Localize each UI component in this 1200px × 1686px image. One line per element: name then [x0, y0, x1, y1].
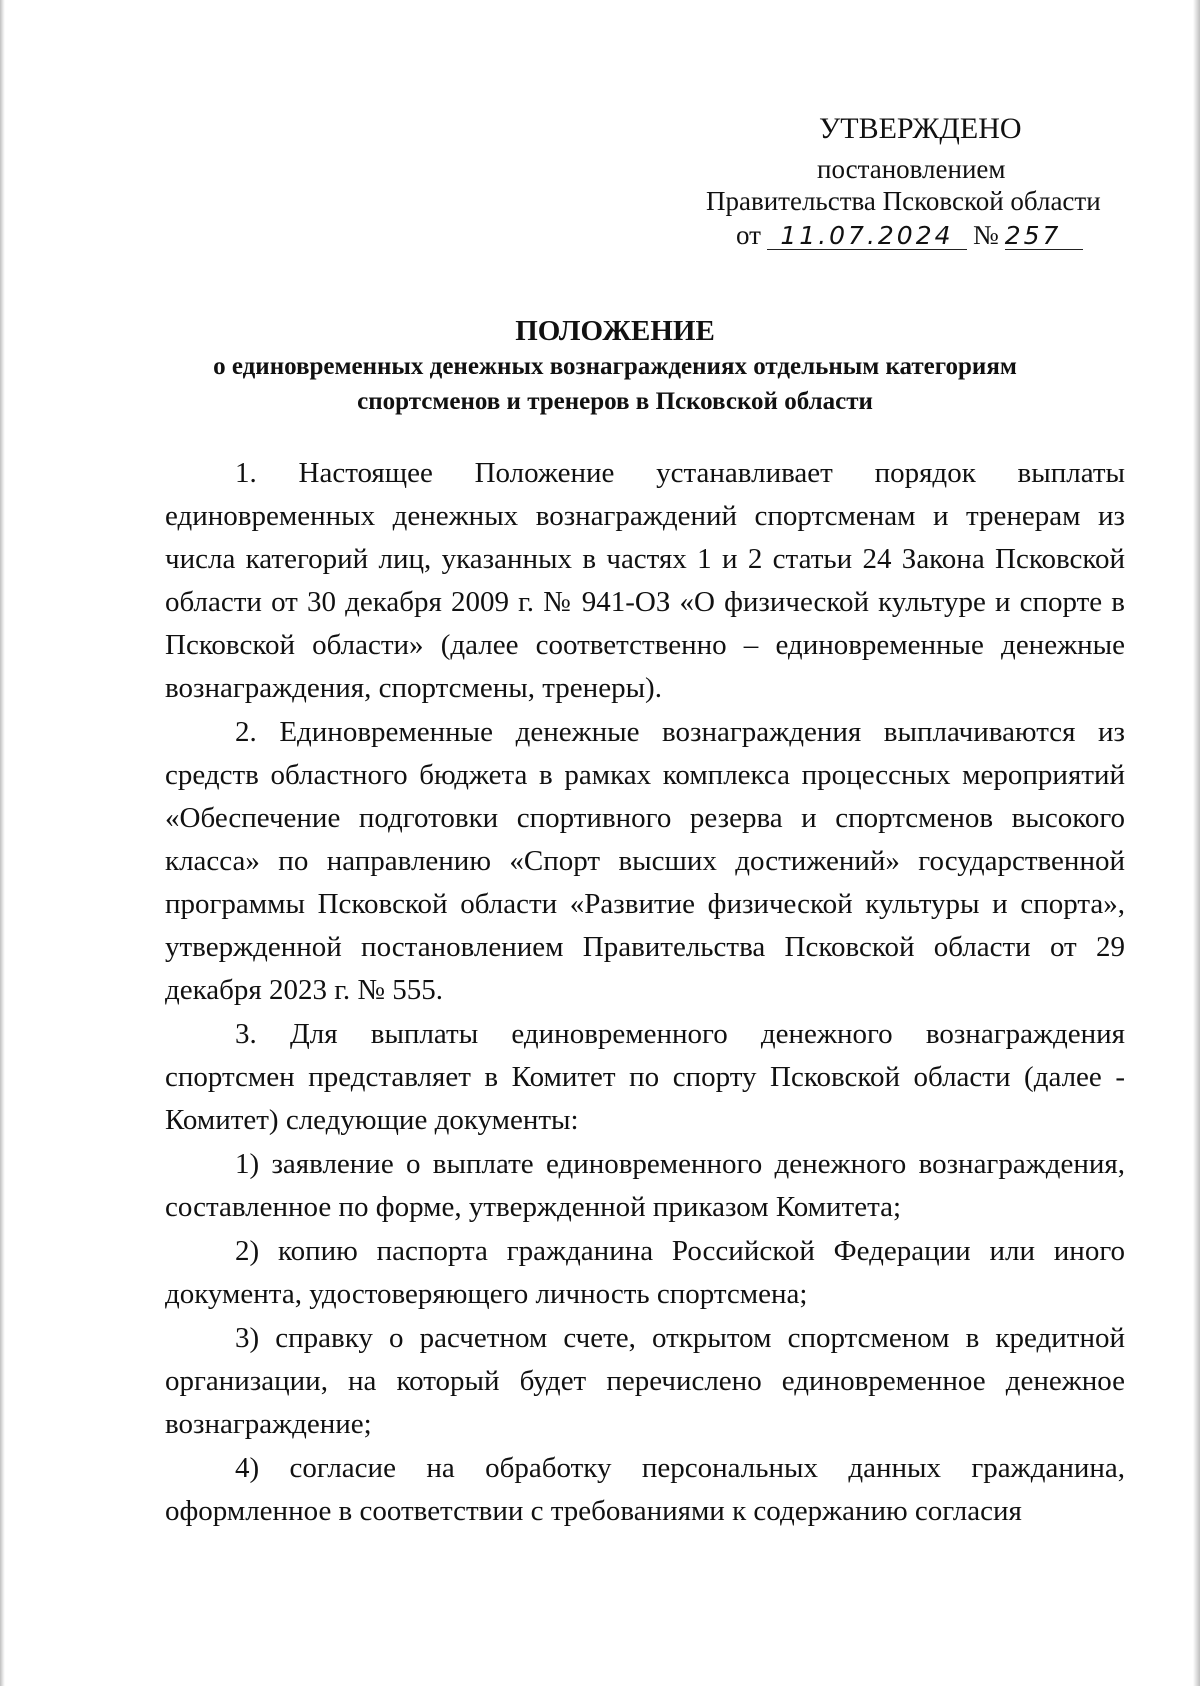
- number-prefix: №: [972, 220, 999, 250]
- document-body: [165, 452, 1125, 1534]
- approval-title: УТВЕРЖДЕНО: [819, 112, 1022, 145]
- date-prefix: от: [736, 220, 761, 250]
- list-item-1: 1) заявление о выплате единовременного денежного вознаграждения, составленное по форме, утвержденной приказом Комитета;: [165, 1148, 1125, 1223]
- scan-edge-right: [1193, 0, 1200, 1686]
- approval-line-resolution: постановлением: [817, 154, 1006, 184]
- paragraph-3: 3. Для выплаты единовременного денежного вознаграждения спортсмен представляет в Комитет по спорту Псковской области (далее - Комитет) следующие документы:: [165, 1018, 1125, 1136]
- list-item-2: 2) копию паспорта гражданина Российской Федерации или иного документа, удостоверяющего личность спортсмена;: [165, 1235, 1125, 1310]
- scan-edge-left: [0, 0, 5, 1686]
- list-item-3: 3) справку о расчетном счете, открытом спортсменом в кредитной организации, на который будет перечислено единовременное денежное вознаграждение;: [165, 1322, 1125, 1440]
- paragraph-1: 1. Настоящее Положение устанавливает порядок выплаты единовременных денежных вознаграждений спортсменам и тренерам из числа категорий лиц, указанных в частях 1 и 2 статьи 24 Закона Псковской области от 30 декабря 2009 г. № 941-ОЗ «О физической культуре и спорте в Псковской области» (далее соответственно – единовременные денежные вознаграждения, спортсмены, тренеры).: [165, 457, 1125, 704]
- document-title: ПОЛОЖЕНИЕ: [515, 315, 715, 347]
- approval-line-government: Правительства Псковской области: [706, 186, 1101, 216]
- paragraph-2: 2. Единовременные денежные вознаграждения выплачиваются из средств областного бюджета в рамках комплекса процессных мероприятий «Обеспечение подготовки спортивного резерва и спортсменов высокого класса» по направлению «Спорт высших достижений» государственной программы Псковской области «Развитие физической культуры и спорта», утвержденной постановлением Правительства Псковской области от 29 декабря 2023 г. № 555.: [165, 716, 1125, 1006]
- document-heading: [170, 313, 1060, 419]
- approval-date-number-line: [736, 220, 1083, 251]
- list-item-4: 4) согласие на обработку персональных данных гражданина, оформленное в соответствии с требованиями к содержанию согласия: [165, 1452, 1125, 1527]
- handwritten-number: 257: [1005, 223, 1083, 250]
- handwritten-date: 11.07.2024: [767, 223, 967, 250]
- document-subtitle: о единовременных денежных вознаграждениях отдельным категориям спортсменов и тренеров в Псковской области: [213, 353, 1017, 415]
